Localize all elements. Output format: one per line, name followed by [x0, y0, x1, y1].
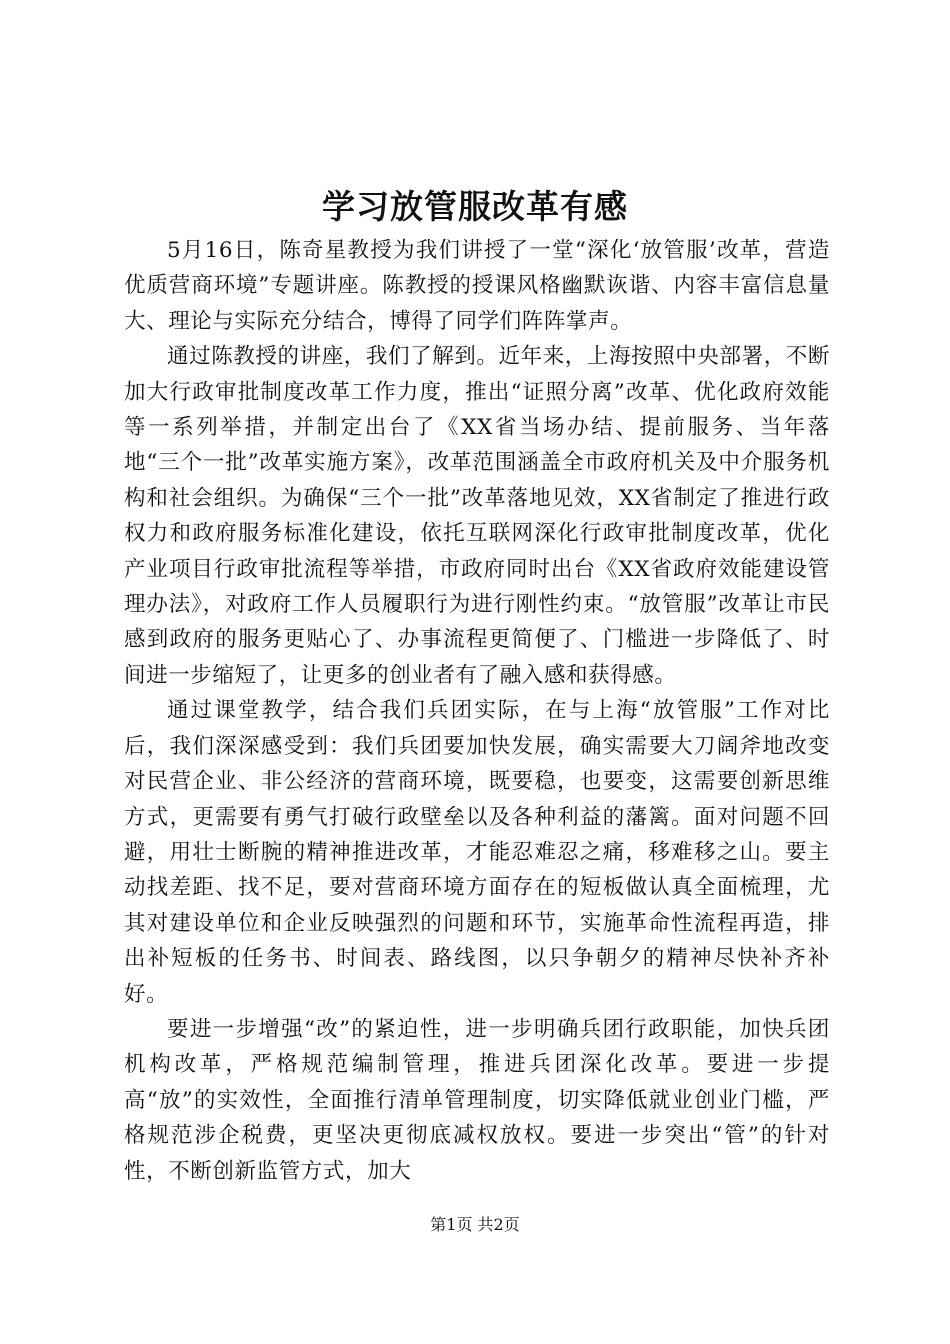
document-title: 学习放管服改革有感 [322, 187, 628, 226]
document-body [124, 233, 830, 1189]
paragraph-2: 通过陈教授的讲座，我们了解到。近年来，上海按照中央部署，不断加大行政审批制度改革工作力度，推出“证照分离”改革、优化政府效能等一系列举措，并制定出台了《XX省当场办结、提前服务、当年落地“三个一批”改革实施方案》，改革范围涵盖全市政府机关及中介服务机构和社会组织。为确保“三个一批”改革落地见效，XX省制定了推进行政权力和政府服务标准化建设，依托互联网深化行政审批制度改革，优化产业项目行政审批流程等举措，市政府同时出台《XX省政府效能建设管理办法》，对政府工作人员履职行为进行刚性约束。“放管服”改革让市民感到政府的服务更贴心了、办事流程更简便了、门槛进一步降低了、时间进一步缩短了，让更多的创业者有了融入感和获得感。 [124, 344, 831, 688]
paragraph-1: 5月16日，陈奇星教授为我们讲授了一堂“深化‘放管服’改革，营造优质营商环境”专题讲座。陈教授的授课风格幽默诙谐、内容丰富信息量大、理论与实际充分结合，博得了同学们阵阵掌声。 [124, 238, 830, 334]
paragraph-4: 要进一步增强“改”的紧迫性，进一步明确兵团行政职能，加快兵团机构改革，严格规范编制管理，推进兵团深化改革。要进一步提高“放”的实效性，全面推行清单管理制度，切实降低就业创业门槛，严格规范涉企税费，更坚决更彻底减权放权。要进一步突出“管”的针对性，不断创新监管方式，加大 [124, 1016, 830, 1184]
paragraph-3: 通过课堂教学，结合我们兵团实际，在与上海“放管服”工作对比后，我们深深感受到：我们兵团要加快发展，确实需要大刀阔斧地改变对民营企业、非公经济的营商环境，既要稳，也要变，这需要创新思维方式，更需要有勇气打破行政壁垒以及各种利益的藩篱。面对问题不回避，用壮士断腕的精神推进改革，才能忍难忍之痛，移难移之山。要主动找差距、找不足，要对营商环境方面存在的短板做认真全面梳理，尤其对建设单位和企业反映强烈的问题和环节，实施革命性流程再造，排出补短板的任务书、时间表、路线图，以只争朝夕的精神尽快补齐补好。 [124, 698, 830, 1007]
page-number-footer: 第1页 共2页 [430, 1215, 520, 1234]
